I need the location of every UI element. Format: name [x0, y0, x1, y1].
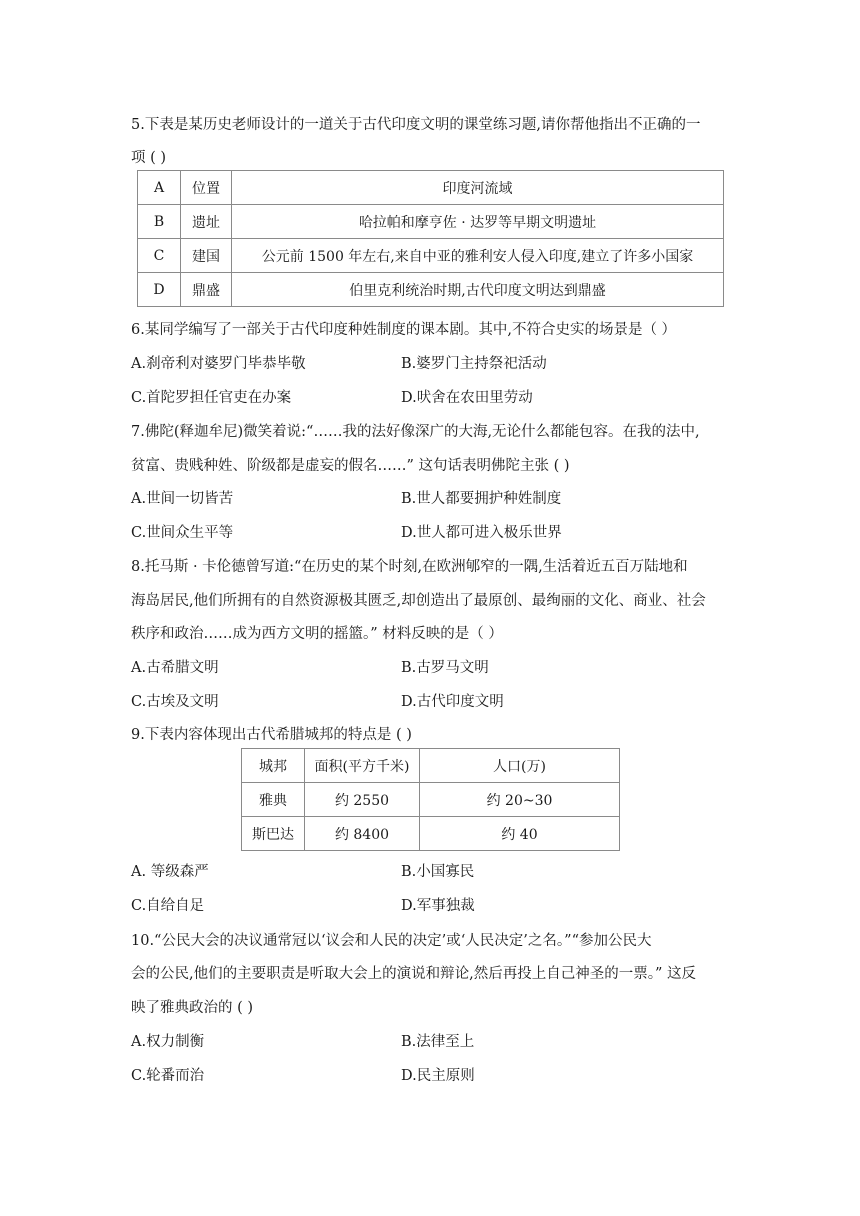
table-cell: 遗址 [181, 205, 232, 239]
table-row [138, 171, 724, 205]
table-cell: 雅典 [242, 783, 305, 817]
table-cell: 印度河流域 [232, 171, 724, 205]
table-row [242, 817, 620, 851]
q10-option-a[interactable]: A.权力制衡 [131, 1034, 205, 1050]
q8-option-a[interactable]: A.古希腊文明 [131, 660, 219, 676]
table-header-cell: 人口(万) [420, 749, 620, 783]
q6-option-a[interactable]: A.刹帝利对婆罗门毕恭毕敬 [131, 356, 306, 372]
q7-option-a[interactable]: A.世间一切皆苦 [131, 491, 234, 507]
q9-option-d[interactable]: D.军事独裁 [401, 898, 475, 914]
table-cell: 位置 [181, 171, 232, 205]
q9-option-b[interactable]: B.小国寡民 [401, 864, 475, 880]
q5-stem-line1: 5.下表是某历史老师设计的一道关于古代印度文明的课堂练习题,请你帮他指出不正确的一 [131, 117, 701, 133]
q10-stem-line2: 会的公民,他们的主要职责是听取大会上的演说和辩论,然后再投上自己神圣的一票。” 这反 [131, 966, 696, 982]
q10-stem-line3: 映了雅典政治的 ( ) [131, 1000, 254, 1016]
table-cell: 伯里克利统治时期,古代印度文明达到鼎盛 [232, 273, 724, 307]
table-row [138, 239, 724, 273]
table-cell: B [138, 205, 181, 239]
q7-stem-line2: 贫富、贵贱种姓、阶级都是虚妄的假名……” 这句话表明佛陀主张 ( ) [131, 458, 570, 474]
table-row [138, 205, 724, 239]
q8-option-d[interactable]: D.古代印度文明 [401, 694, 504, 710]
q8-option-b[interactable]: B.古罗马文明 [401, 660, 489, 676]
table-cell: 哈拉帕和摩亨佐 · 达罗等早期文明遗址 [232, 205, 724, 239]
q7-option-c[interactable]: C.世间众生平等 [131, 525, 234, 541]
table-header-cell: 面积(平方千米) [305, 749, 420, 783]
table-cell: D [138, 273, 181, 307]
q6-option-b[interactable]: B.婆罗门主持祭祀活动 [401, 356, 547, 372]
q7-stem-line1: 7.佛陀(释迦牟尼)微笑着说:“……我的法好像深广的大海,无论什么都能包容。在我的法中, [131, 424, 700, 440]
q10-stem-line1: 10.“公民大会的决议通常冠以‘议会和人民的决定’或‘人民决定’之名。”“参加公民大 [131, 933, 652, 949]
q9-option-c[interactable]: C.自给自足 [131, 898, 205, 914]
q6-option-c[interactable]: C.首陀罗担任官吏在办案 [131, 390, 292, 406]
table-header-cell: 城邦 [242, 749, 305, 783]
q5-table [137, 170, 724, 307]
table-cell: 鼎盛 [181, 273, 232, 307]
q6-stem: 6.某同学编写了一部关于古代印度种姓制度的课本剧。其中,不符合史实的场景是（ ） [131, 322, 677, 338]
q8-stem-line3: 秩序和政治……成为西方文明的摇篮。” 材料反映的是（ ） [131, 626, 503, 642]
q9-option-a[interactable]: A. 等级森严 [131, 864, 209, 880]
q10-option-c[interactable]: C.轮番而治 [131, 1068, 205, 1084]
table-cell: 约 2550 [305, 783, 420, 817]
q10-option-d[interactable]: D.民主原则 [401, 1068, 475, 1084]
q9-table [241, 748, 620, 851]
q8-stem-line2: 海岛居民,他们所拥有的自然资源极其匮乏,却创造出了最原创、最绚丽的文化、商业、社会 [131, 593, 706, 609]
q9-stem: 9.下表内容体现出古代希腊城邦的特点是 ( ) [131, 727, 412, 743]
table-row [242, 783, 620, 817]
table-cell: 建国 [181, 239, 232, 273]
table-cell: A [138, 171, 181, 205]
table-cell: 约 20~30 [420, 783, 620, 817]
q8-option-c[interactable]: C.古埃及文明 [131, 694, 219, 710]
q7-option-b[interactable]: B.世人都要拥护种姓制度 [401, 491, 562, 507]
table-cell: C [138, 239, 181, 273]
q7-option-d[interactable]: D.世人都可进入极乐世界 [401, 525, 562, 541]
q8-stem-line1: 8.托马斯 · 卡伦德曾写道:“在历史的某个时刻,在欧洲郇窄的一隅,生活着近五百万陆地和 [131, 559, 688, 575]
q10-option-b[interactable]: B.法律至上 [401, 1034, 475, 1050]
table-cell: 约 40 [420, 817, 620, 851]
table-header-row [242, 749, 620, 783]
table-cell: 公元前 1500 年左右,来自中亚的雅利安人侵入印度,建立了许多小国家 [232, 239, 724, 273]
table-row [138, 273, 724, 307]
q6-option-d[interactable]: D.吠舍在农田里劳动 [401, 390, 533, 406]
table-cell: 约 8400 [305, 817, 420, 851]
q5-stem-line2: 项 ( ) [131, 150, 167, 166]
table-cell: 斯巴达 [242, 817, 305, 851]
